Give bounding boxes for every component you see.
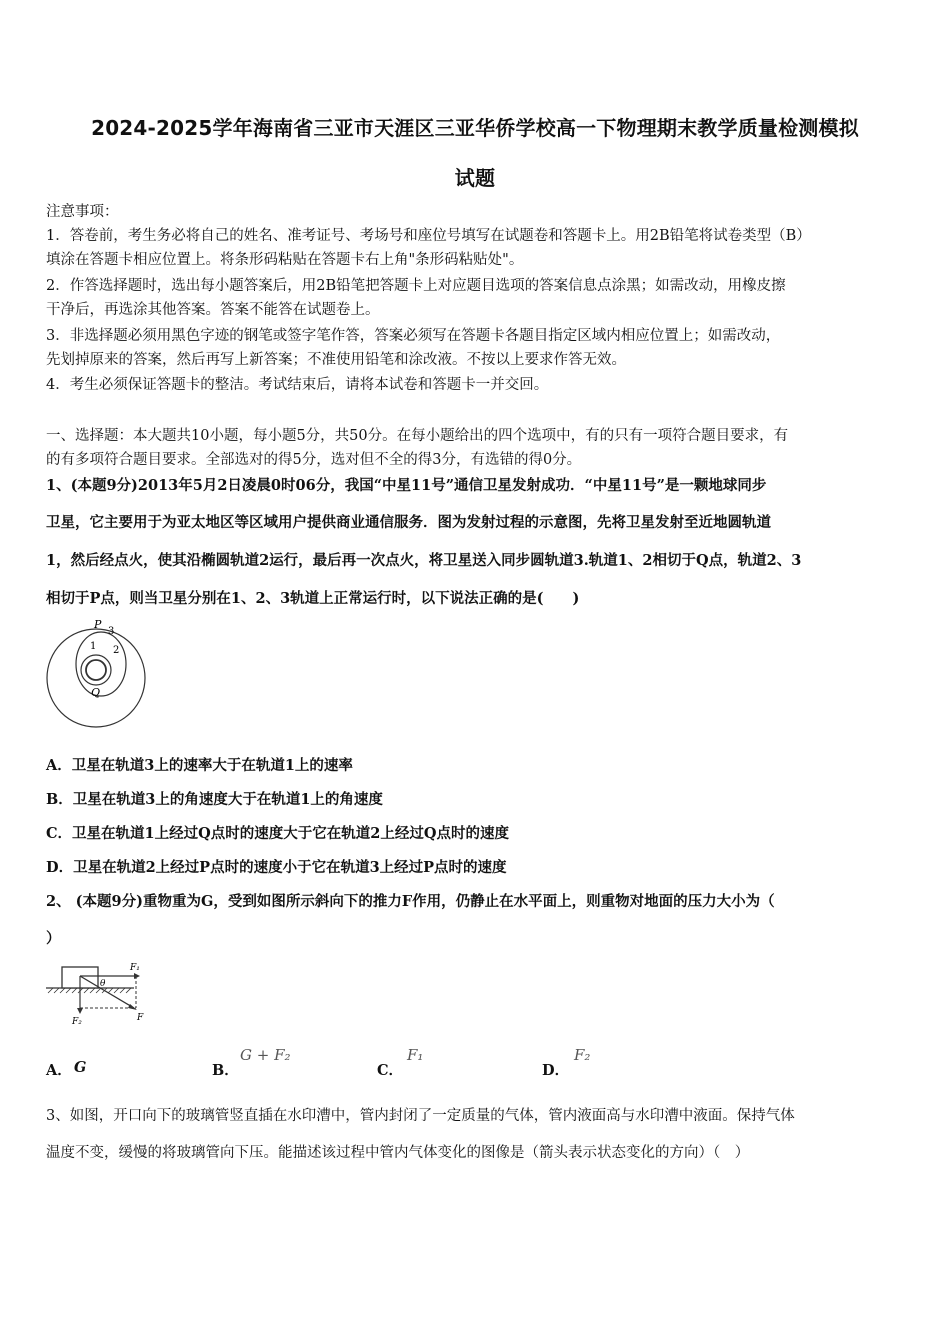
label-f: F xyxy=(137,1013,144,1023)
notice-line: 1．答卷前，考生务必将自己的姓名、准考证号、考场号和座位号填写在试题卷和答题卡上。用2B铅笔将试卷类型（B） xyxy=(46,228,811,244)
label-orbit1: 1 xyxy=(90,641,97,652)
exam-title-line2: 试题 xyxy=(454,166,496,190)
q1-text-line: 1、(本题9分)2013年5月2日凌晨0时06分，我国“中星11号”通信卫星发射成功．“中星11号”是一颗地球同步 xyxy=(46,477,767,494)
q1-text-line: 卫星，它主要用于为亚太地区等区域用户提供商业通信服务．图为发射过程的示意图，先将卫星发射至近地圆轨道 xyxy=(46,514,771,531)
q2-option-c-letter: C． xyxy=(377,1062,404,1079)
notice-line: 填涂在答题卡相应位置上。将条形码粘贴在答题卡右上角"条形码粘贴处"。 xyxy=(46,252,524,268)
q2-option-b-value: G + F₂ xyxy=(240,1046,291,1064)
notice-line: 干净后，再选涂其他答案。答案不能答在试题卷上。 xyxy=(46,302,380,318)
q1-option-a: A．卫星在轨道3上的速率大于在轨道1上的速率 xyxy=(46,757,353,774)
label-f2: F₂ xyxy=(72,1017,82,1027)
q2-option-a-value: G xyxy=(74,1059,87,1076)
earth-circle xyxy=(86,660,106,680)
label-theta: θ xyxy=(100,979,106,989)
q3-text-line: 3、如图，开口向下的玻璃管竖直插在水印漕中，管内封闭了一定质量的气体，管内液面高与水印漕中液面。保持气体 xyxy=(46,1108,795,1124)
orbit-diagram xyxy=(44,618,154,730)
notice-line: 4．考生必须保证答题卡的整洁。考试结束后，请将本试卷和答题卡一并交回。 xyxy=(46,377,549,393)
q1-option-b: B．卫星在轨道3上的角速度大于在轨道1上的角速度 xyxy=(46,791,383,808)
exam-title-line1: 2024-2025学年海南省三亚市天涯区三亚华侨学校高一下物理期末教学质量检测模拟 xyxy=(91,116,859,140)
section-intro-line: 的有多项符合题目要求。全部选对的得5分，选对但不全的得3分，有选错的得0分。 xyxy=(46,452,582,468)
q2-text-line: ） xyxy=(46,930,61,947)
q2-option-c-value: F₁ xyxy=(407,1046,424,1064)
q2-text-line: 2、 (本题9分)重物重为G，受到如图所示斜向下的推力F作用，仍静止在水平面上，则重物对地面的压力大小为（ xyxy=(46,893,775,910)
notice-line: 3．非选择题必须用黑色字迹的钢笔或签字笔作答，答案必须写在答题卡各题目指定区域内相应位置上；如需改动， xyxy=(46,328,781,344)
notice-line: 2．作答选择题时，选出每小题答案后，用2B铅笔把答题卡上对应题目选项的答案信息点涂黑；如需改动，用橡皮擦 xyxy=(46,278,786,294)
label-q: Q xyxy=(91,686,101,699)
notice-line: 先划掉原来的答案，然后再写上新答案；不准使用铅笔和涂改液。不按以上要求作答无效。 xyxy=(46,352,626,368)
label-orbit2: 2 xyxy=(113,645,120,656)
q2-option-d-letter: D． xyxy=(542,1062,570,1079)
notice-heading: 注意事项： xyxy=(46,204,119,220)
q2-option-a-letter: A． xyxy=(46,1062,72,1079)
q3-text-line: 温度不变，缓慢的将玻璃管向下压。能描述该过程中管内气体变化的图像是（箭头表示状态变化的方向）（ ） xyxy=(46,1145,750,1161)
force-diagram xyxy=(44,958,154,1030)
q1-option-c: C．卫星在轨道1上经过Q点时的速度大于它在轨道2上经过Q点时的速度 xyxy=(46,825,509,842)
orbit-2-ellipse xyxy=(76,632,126,696)
section-intro-line: 一、选择题：本大题共10小题，每小题5分，共50分。在每小题给出的四个选项中，有的只有一项符合题目要求，有 xyxy=(46,428,789,444)
label-orbit3: 3 xyxy=(108,626,115,637)
label-f1: F₁ xyxy=(130,963,140,973)
q1-text-line: 相切于P点，则当卫星分别在1、2、3轨道上正常运行时，以下说法正确的是( ) xyxy=(46,590,580,607)
label-p: P xyxy=(94,618,102,631)
q2-option-b-letter: B． xyxy=(212,1062,239,1079)
q1-text-line: 1，然后经点火，使其沿椭圆轨道2运行，最后再一次点火，将卫星送入同步圆轨道3.轨道1、2相切于Q点，轨道2、3 xyxy=(46,552,802,569)
q2-option-d-value: F₂ xyxy=(574,1046,591,1064)
q1-option-d: D．卫星在轨道2上经过P点时的速度小于它在轨道3上经过P点时的速度 xyxy=(46,859,507,876)
